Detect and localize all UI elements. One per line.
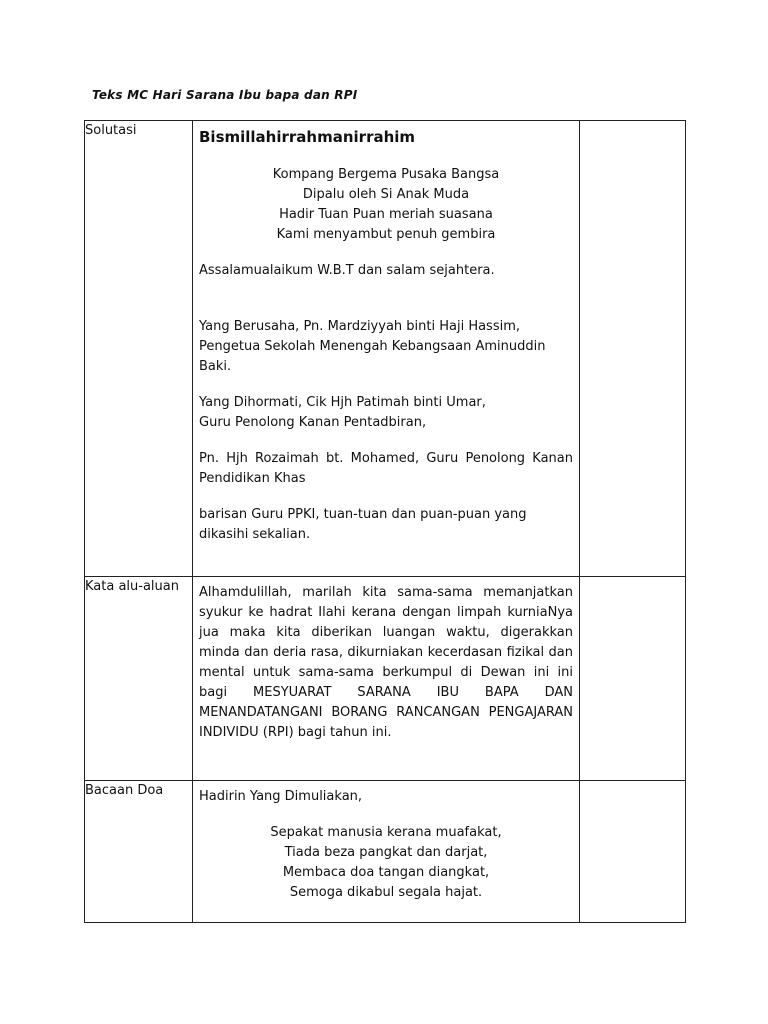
pantun-line: Membaca doa tangan diangkat,	[282, 865, 490, 880]
address-principal-line2: Pengetua Sekolah Menengah Kebangsaan Aminuddin Baki.	[199, 339, 546, 374]
pantun-line: Sepakat manusia kerana muafakat,	[270, 825, 502, 840]
address-admin-line2: Guru Penolong Kanan Pentadbiran,	[199, 415, 427, 430]
document-title: Teks MC Hari Sarana Ibu bapa dan RPI	[92, 88, 358, 102]
doa-intro: Hadirin Yang Dimuliakan,	[199, 789, 363, 804]
pantun-line: Kompang Bergema Pusaka Bangsa	[272, 167, 500, 182]
row-content-bacaan-doa	[193, 781, 580, 923]
pantun-line: Kami menyambut penuh gembira	[276, 227, 496, 242]
address-principal-line1: Yang Berusaha, Pn. Mardziyyah binti Haji Hassim,	[199, 319, 521, 334]
row-notes-bacaan-doa	[580, 781, 686, 923]
pantun-line: Dipalu oleh Si Anak Muda	[302, 187, 470, 202]
bismillah-heading: Bismillahirrahmanirrahim	[199, 128, 416, 146]
address-admin-line1: Yang Dihormati, Cik Hjh Patimah binti Umar,	[199, 395, 486, 410]
pantun-welcome	[199, 165, 573, 245]
pantun-line: Hadir Tuan Puan meriah suasana	[279, 207, 493, 222]
pantun-line: Tiada beza pangkat dan darjat,	[284, 845, 488, 860]
row-notes-kata-alu-aluan	[580, 577, 686, 781]
row-content-solutasi	[193, 121, 580, 577]
row-label-bacaan-doa: Bacaan Doa	[85, 781, 193, 923]
row-label-kata-alu-aluan: Kata alu-aluan	[85, 577, 193, 781]
table-row-bacaan-doa	[85, 781, 686, 923]
pantun-doa	[199, 823, 573, 903]
pantun-line: Semoga dikabul segala hajat.	[289, 885, 483, 900]
row-label-solutasi: Solutasi	[85, 121, 193, 577]
table-row-kata-alu-aluan	[85, 577, 686, 781]
mc-script-table	[84, 120, 686, 923]
table-row-solutasi	[85, 121, 686, 577]
welcome-speech-text: Alhamdulillah, marilah kita sama-sama memanjatkan syukur ke hadrat Ilahi kerana dengan limpah kurniaNya jua maka kita diberikan luangan waktu, digerakkan minda dan deria rasa, dikurniakan kecerdasan fizikal dan mental untuk sama-sama berkumpul di Dewan ini ini bagi MESYUARAT SARANA IBU BAPA DAN MENANDATANGANI BORANG RANCANGAN PENGAJARAN INDIVIDU (RPI) bagi tahun ini.	[199, 585, 573, 740]
address-special-ed: Pn. Hjh Rozaimah bt. Mohamed, Guru Penolong Kanan Pendidikan Khas	[199, 451, 573, 486]
address-teachers: barisan Guru PPKI, tuan-tuan dan puan-puan yang dikasihi sekalian.	[199, 507, 527, 542]
row-content-kata-alu-aluan	[193, 577, 580, 781]
row-notes-solutasi	[580, 121, 686, 577]
greeting-text: Assalamualaikum W.B.T dan salam sejahtera.	[199, 263, 495, 278]
